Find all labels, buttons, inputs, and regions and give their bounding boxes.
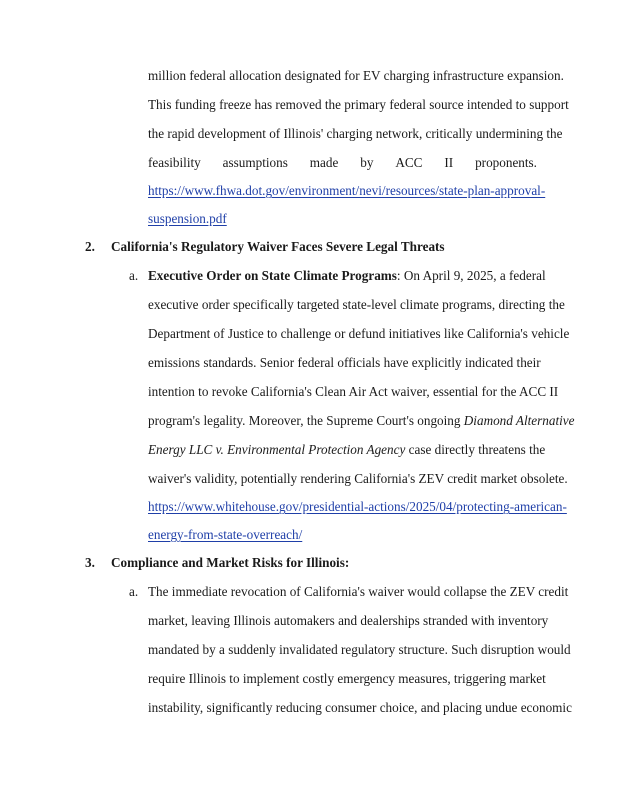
paragraph-line: The immediate revocation of California's waiver would collapse the ZEV credit [148, 584, 569, 599]
case-name-italic: Energy LLC v. Environmental Protection Agency [148, 442, 406, 457]
paragraph-line: executive order specifically targeted state-level climate programs, directing the [148, 297, 565, 312]
fhwa-link-continued[interactable] [148, 211, 227, 227]
word: by [360, 155, 374, 170]
word: II [444, 155, 454, 170]
link-text-part2[interactable]: energy-from-state-overreach/ [148, 527, 303, 542]
text-run: program's legality. Moreover, the Supreme Court's ongoing [148, 413, 464, 428]
word: feasibility [148, 155, 201, 170]
fhwa-link[interactable] [148, 183, 545, 199]
whitehouse-link-continued[interactable] [148, 527, 302, 543]
link-text-part1[interactable]: https://www.whitehouse.gov/presidential-actions/2025/04/protecting-american- [148, 499, 567, 514]
paragraph-line: emissions standards. Senior federal officials have explicitly indicated their [148, 355, 541, 370]
paragraph-line: mandated by a suddenly invalidated regulatory structure. Such disruption would [148, 642, 571, 657]
whitehouse-link[interactable] [148, 499, 567, 515]
paragraph-line-justified [148, 155, 537, 171]
text-run: case directly threatens the [405, 442, 546, 457]
item-marker: a. [129, 584, 139, 599]
item-lead-rest: : On April 9, 2025, a federal [396, 268, 546, 283]
item-marker: a. [129, 268, 139, 283]
case-name-italic: Diamond Alternative [463, 413, 575, 428]
link-text-part2[interactable]: suspension.pdf [148, 211, 227, 226]
paragraph-line: market, leaving Illinois automakers and dealerships stranded with inventory [148, 613, 549, 628]
paragraph-line: the rapid development of Illinois' charging network, critically undermining the [148, 126, 563, 141]
paragraph-line: million federal allocation designated for EV charging infrastructure expansion. [148, 68, 564, 83]
word: proponents. [475, 155, 537, 170]
word: assumptions [222, 155, 288, 170]
section-number: 3. [85, 555, 95, 570]
paragraph-line: require Illinois to implement costly emergency measures, triggering market [148, 671, 546, 686]
word: ACC [395, 155, 423, 170]
item-lead-line [148, 268, 546, 284]
paragraph-line: intention to revoke California's Clean Air Act waiver, essential for the ACC II [148, 384, 559, 399]
paragraph-line: instability, significantly reducing consumer choice, and placing undue economic [148, 700, 572, 715]
item-lead-title: Executive Order on State Climate Programs [148, 268, 397, 283]
word: made [309, 155, 339, 170]
section-heading: California's Regulatory Waiver Faces Severe Legal Threats [111, 239, 445, 254]
paragraph-line: waiver's validity, potentially rendering California's ZEV credit market obsolete. [148, 471, 568, 486]
paragraph-line-with-italic [148, 413, 575, 429]
paragraph-line: Department of Justice to challenge or defund initiatives like California's vehicle [148, 326, 570, 341]
section-heading: Compliance and Market Risks for Illinois: [111, 555, 350, 570]
section-number: 2. [85, 239, 95, 254]
link-text-part1[interactable]: https://www.fhwa.dot.gov/environment/nevi/resources/state-plan-approval- [148, 183, 546, 198]
paragraph-line-with-italic [148, 442, 546, 458]
paragraph-line: This funding freeze has removed the primary federal source intended to support [148, 97, 569, 112]
